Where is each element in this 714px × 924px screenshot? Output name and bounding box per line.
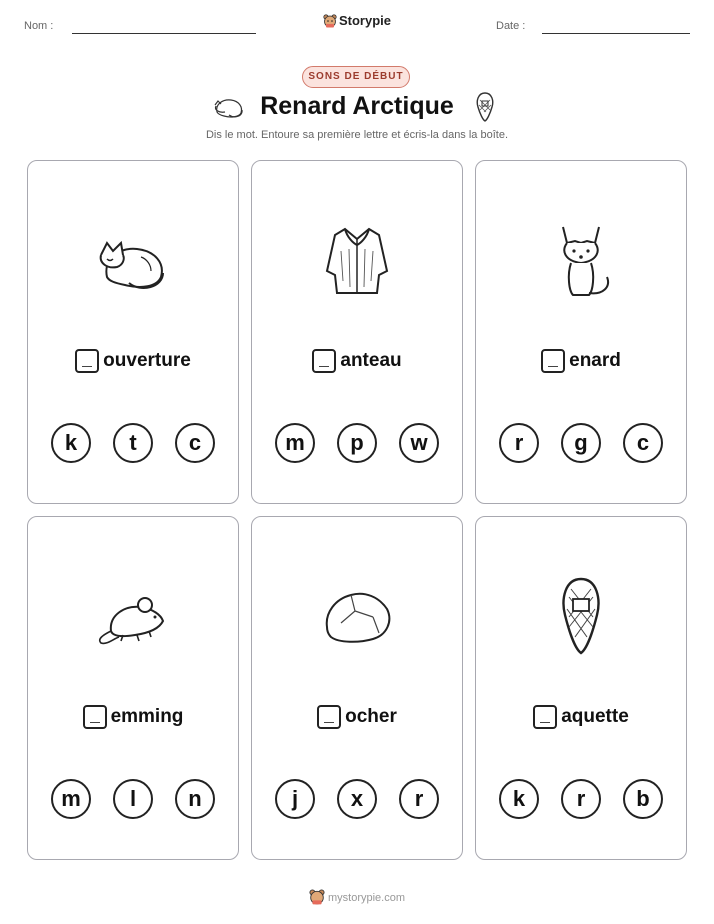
word-ending: ocher xyxy=(345,706,397,727)
date-line[interactable] xyxy=(542,33,690,34)
exercise-card-6 xyxy=(475,516,687,860)
letter-choice[interactable]: k xyxy=(499,779,539,819)
letter-choice[interactable]: k xyxy=(51,423,91,463)
snowshoe-icon xyxy=(474,91,496,123)
letter-choice[interactable]: b xyxy=(623,779,663,819)
footer-url[interactable]: mystorypie.com xyxy=(327,892,406,904)
footer xyxy=(0,889,714,905)
letter-choice[interactable]: r xyxy=(561,779,601,819)
word-ending: aquette xyxy=(561,706,629,727)
exercise-card-5 xyxy=(251,516,463,860)
exercise-card-4 xyxy=(27,516,239,860)
arctic-fox-icon xyxy=(541,221,621,301)
fur-coat-icon xyxy=(317,221,397,301)
lemming-icon xyxy=(93,577,173,657)
letter-choice[interactable]: t xyxy=(113,423,153,463)
answer-box[interactable] xyxy=(317,705,341,729)
letter-choice[interactable]: m xyxy=(275,423,315,463)
word-ending: anteau xyxy=(340,350,402,371)
brand-name: Storypie xyxy=(338,13,391,28)
letter-choice[interactable]: r xyxy=(399,779,439,819)
answer-box[interactable] xyxy=(541,349,565,373)
letter-choice[interactable]: c xyxy=(623,423,663,463)
letter-choice[interactable]: j xyxy=(275,779,315,819)
storypie-bear-icon xyxy=(323,14,337,28)
sleeping-fox-icon xyxy=(211,94,245,120)
answer-box[interactable] xyxy=(75,349,99,373)
letter-choice[interactable]: g xyxy=(561,423,601,463)
snowshoe-icon xyxy=(541,577,621,657)
answer-box[interactable] xyxy=(533,705,557,729)
letter-choice[interactable]: w xyxy=(399,423,439,463)
letter-choice[interactable]: n xyxy=(175,779,215,819)
letter-choice[interactable]: p xyxy=(337,423,377,463)
word-ending: enard xyxy=(569,350,621,371)
storypie-bear-icon xyxy=(309,889,325,905)
category-tag: SONS DE DÉBUT xyxy=(302,66,410,88)
letter-choice[interactable]: c xyxy=(175,423,215,463)
exercise-card-2 xyxy=(251,160,463,504)
instructions: Dis le mot. Entoure sa première lettre et écris-la dans la boîte. xyxy=(205,129,509,141)
letter-choice[interactable]: m xyxy=(51,779,91,819)
answer-box[interactable] xyxy=(83,705,107,729)
brand-logo xyxy=(0,13,714,28)
sleeping-fox-icon xyxy=(93,221,173,301)
exercise-card-3 xyxy=(475,160,687,504)
date-label: Date : xyxy=(496,20,526,32)
word-ending: ouverture xyxy=(103,350,191,371)
page-title: Renard Arctique xyxy=(260,92,454,120)
letter-choice[interactable]: r xyxy=(499,423,539,463)
letter-choice[interactable]: l xyxy=(113,779,153,819)
name-line[interactable] xyxy=(72,33,256,34)
name-label: Nom : xyxy=(24,20,54,32)
rock-icon xyxy=(317,577,397,657)
word-ending: emming xyxy=(110,706,184,727)
exercise-card-1 xyxy=(27,160,239,504)
letter-choice[interactable]: x xyxy=(337,779,377,819)
answer-box[interactable] xyxy=(312,349,336,373)
